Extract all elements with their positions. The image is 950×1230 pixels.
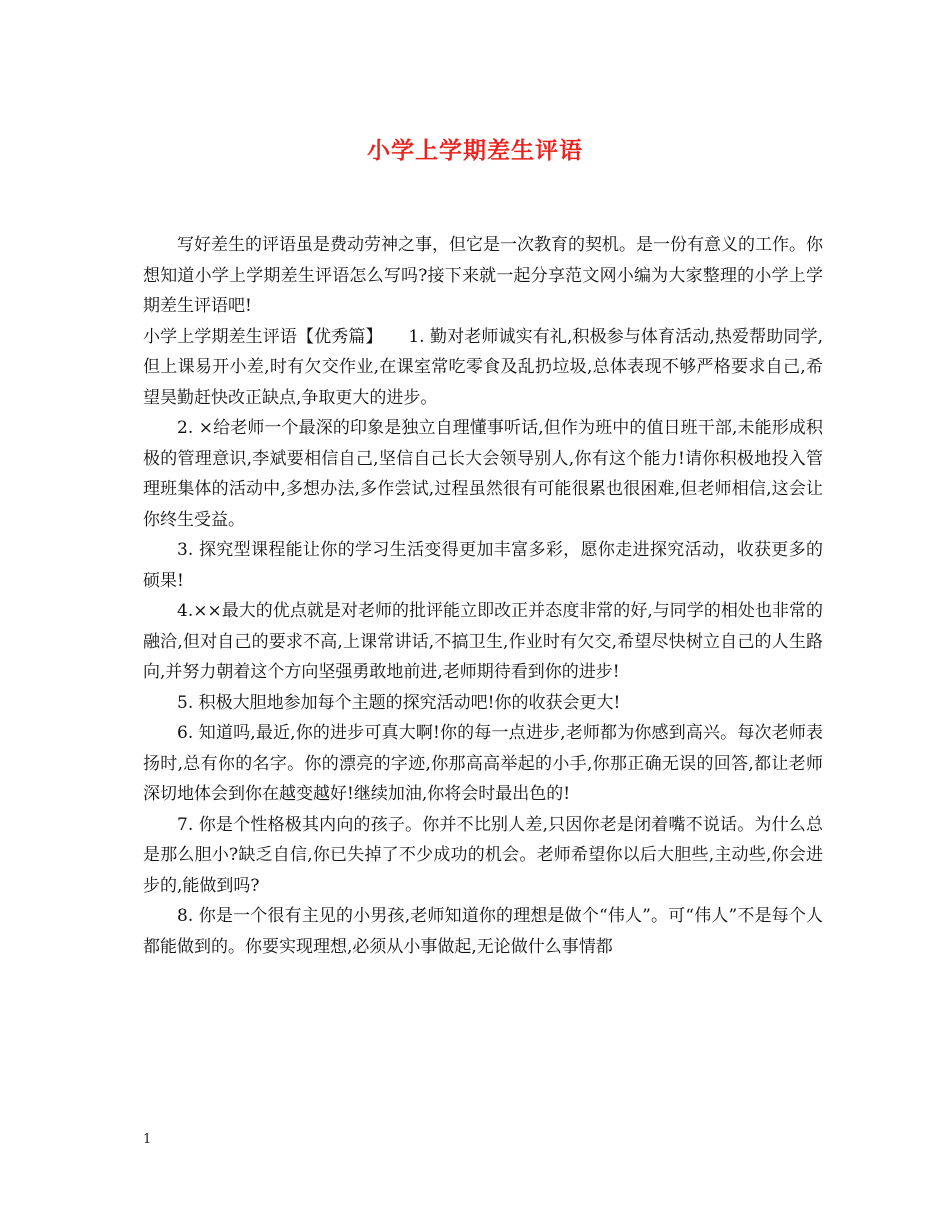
comment-paragraph-1: 小学上学期差生评语【优秀篇】 1. 勤对老师诚实有礼,积极参与体育活动,热爱帮助同学,但上课易开小差,时有欠交作业,在课室常吃零食及乱扔垃圾,总体表现不够严格要求自己,希望昊勤赶快改正缺点,争取更大的进步。 — [143, 326, 823, 408]
comment-paragraph-8: 8. 你是一个很有主见的小男孩,老师知道你的理想是做个“伟人”。可“伟人”不是每个人都能做到的。你要实现理想,必须从小事做起,无论做什么事情都 — [143, 906, 823, 957]
document-title: 小学上学期差生评语 — [367, 137, 583, 164]
comment-paragraph-3: 3. 探究型课程能让你的学习生活变得更加丰富多彩，愿你走进探究活动，收获更多的硕果! — [143, 540, 823, 591]
document-body — [143, 230, 823, 962]
page-number: 1 — [143, 1132, 152, 1147]
comment-paragraph-6: 6. 知道吗,最近,你的进步可真大啊!你的每一点进步,老师都为你感到高兴。每次老师表扬时,总有你的名字。你的漂亮的字迹,你那高高举起的小手,你那正确无误的回答,都让老师深切地体会到你在越变越好!继续加油,你将会时最出色的! — [143, 723, 823, 804]
comment-paragraph-7: 7. 你是个性格极其内向的孩子。你并不比别人差,只因你老是闭着嘴不说话。为什么总是那么胆小?缺乏自信,你已失掉了不少成功的机会。老师希望你以后大胆些,主动些,你会进步的,能做到吗? — [143, 814, 823, 896]
comment-paragraph-4: 4.××最大的优点就是对老师的批评能立即改正并态度非常的好,与同学的相处也非常的融洽,但对自己的要求不高,上课常讲话,不搞卫生,作业时有欠交,希望尽快树立自己的人生路向,并努力朝着这个方向坚强勇敢地前进,老师期待看到你的进步! — [143, 601, 823, 682]
intro-paragraph: 写好差生的评语虽是费动劳神之事，但它是一次教育的契机。是一份有意义的工作。你想知道小学上学期差生评语怎么写吗?接下来就一起分享范文网小编为大家整理的小学上学期差生评语吧! — [143, 235, 823, 316]
comment-paragraph-2: 2. ×给老师一个最深的印象是独立自理懂事听话,但作为班中的值日班干部,未能形成积极的管理意识,李斌要相信自己,坚信自己长大会领导别人,你有这个能力!请你积极地投入管理班集体的活动中,多想办法,多作尝试,过程虽然很有可能很累也很困难,但老师相信,这会让你终生受益。 — [143, 418, 823, 530]
comment-paragraph-5: 5. 积极大胆地参加每个主题的探究活动吧!你的收获会更大! — [177, 692, 621, 713]
